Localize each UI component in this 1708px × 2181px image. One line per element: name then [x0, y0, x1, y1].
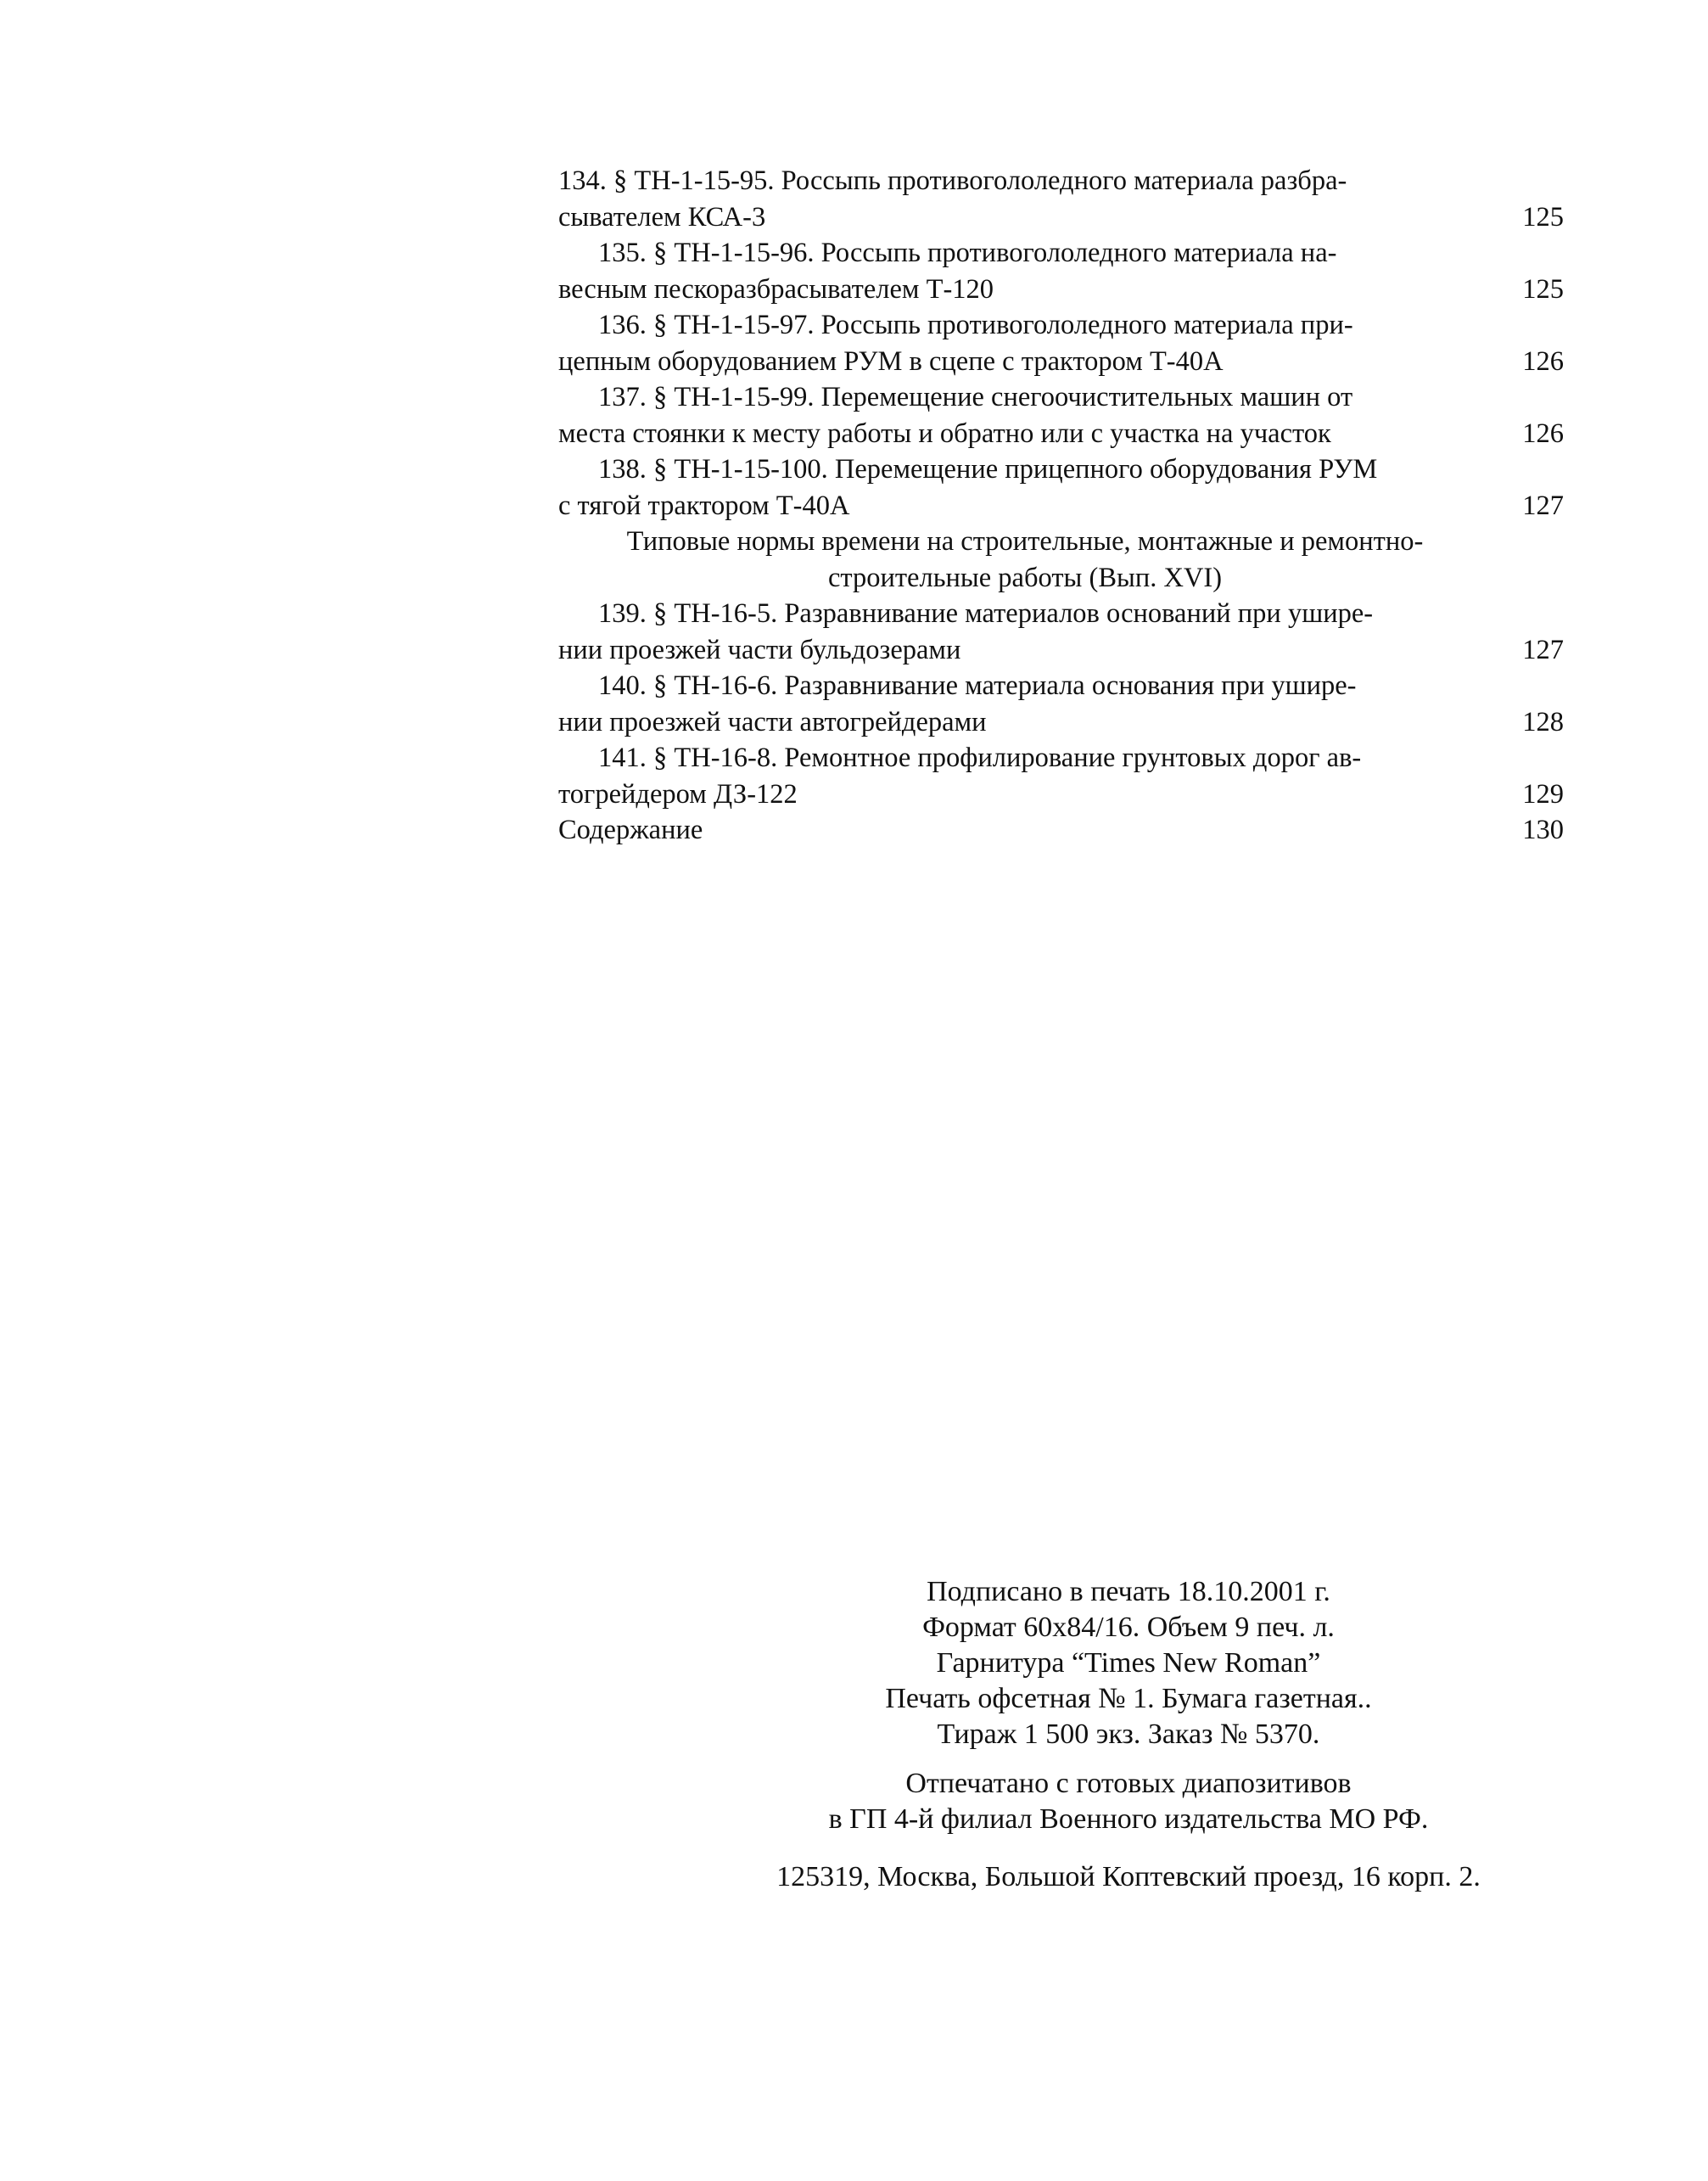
imprint-printed-at: в ГП 4-й филиал Военного издательства МО РФ. — [828, 1803, 1429, 1835]
toc-entry-title-line2: цепным оборудованием РУМ в сцепе с трактором Т-40А — [558, 345, 1224, 377]
toc-page-number: 130 — [1522, 815, 1564, 845]
toc-entry — [558, 668, 1564, 740]
table-of-contents — [558, 163, 1564, 849]
toc-entry-title-line2: весным пескоразбрасывателем Т-120 — [558, 273, 994, 305]
toc-section-heading-line1: Типовые нормы времени на строительные, монтажные и ремонтно- — [626, 526, 1424, 557]
toc-entry — [558, 163, 1564, 235]
toc-page-number: 129 — [1522, 778, 1564, 810]
toc-page-number: 128 — [1522, 706, 1564, 737]
toc-page-number: 125 — [1522, 273, 1564, 305]
toc-page-number: 126 — [1522, 418, 1564, 449]
toc-entry-title-line2: места стоянки к месту работы и обратно или с участка на участок — [558, 418, 1331, 449]
toc-entry — [558, 596, 1564, 668]
toc-entry — [558, 307, 1564, 379]
toc-page-number: 127 — [1522, 634, 1564, 665]
imprint-address-block — [645, 1859, 1612, 1895]
imprint-print-type: Печать офсетная № 1. Бумага газетная.. — [885, 1683, 1372, 1714]
toc-entry-title-line1: 139. § ТН-16-5. Разравнивание материалов оснований при ушире- — [598, 598, 1374, 629]
imprint-printer — [645, 1766, 1612, 1837]
imprint-print-details — [645, 1574, 1612, 1752]
toc-entry-contents — [558, 812, 1564, 849]
toc-entry-title-line1: 141. § ТН-16-8. Ремонтное профилирование грунтовых дорог ав- — [598, 743, 1362, 773]
imprint-format: Формат 60x84/16. Объем 9 печ. л. — [922, 1612, 1335, 1643]
toc-entry-title-line1: 140. § ТН-16-6. Разравнивание материала основания при уширe- — [598, 670, 1357, 701]
toc-section-heading-line2: строительные работы (Вып. XVI) — [827, 562, 1223, 593]
toc-entry-title-line1: 136. § ТН-1-15-97. Россыпь противогололедного материала при- — [598, 310, 1353, 340]
toc-entry-title-line1: 134. § ТН-1-15-95. Россыпь противогололедного материала разбра- — [558, 165, 1347, 196]
toc-entry — [558, 235, 1564, 307]
toc-entry-title-line2: с тягой трактором Т-40А — [558, 490, 850, 521]
toc-page-number: 126 — [1522, 345, 1564, 377]
imprint-printed-from: Отпечатано с готовых диапозитивов — [905, 1768, 1352, 1799]
toc-section-heading — [558, 524, 1492, 596]
imprint-address: 125319, Москва, Большой Коптевский проезд, 16 корп. 2. — [776, 1861, 1481, 1892]
imprint-signed-date: Подписано в печать 18.10.2001 г. — [927, 1576, 1330, 1607]
toc-page-number: 125 — [1522, 201, 1564, 233]
toc-entry-title-line1: 135. § ТН-1-15-96. Россыпь противогололедного материала на- — [598, 238, 1337, 268]
toc-entry-title-line2: нии проезжей части бульдозерами — [558, 634, 961, 665]
toc-entry-title-line2: тогрейдером ДЗ-122 — [558, 778, 798, 810]
toc-entry — [558, 740, 1564, 812]
toc-entry-title-line1: 138. § ТН-1-15-100. Перемещение прицепного оборудования РУМ — [598, 454, 1378, 485]
toc-contents-label: Содержание — [558, 815, 703, 845]
toc-entry-title-line2: нии проезжей части автогрейдерами — [558, 706, 987, 737]
toc-entry — [558, 379, 1564, 451]
toc-page-number: 127 — [1522, 490, 1564, 521]
toc-entry-title-line1: 137. § ТН-1-15-99. Перемещение снегоочистительных машин от — [598, 382, 1353, 412]
imprint-print-run: Тираж 1 500 экз. Заказ № 5370. — [937, 1718, 1320, 1750]
toc-entry-title-line2: сывателем КСА-3 — [558, 201, 766, 233]
toc-entry — [558, 451, 1564, 524]
imprint-block — [645, 1574, 1612, 1909]
imprint-typeface: Гарнитура “Times New Roman” — [936, 1647, 1321, 1679]
